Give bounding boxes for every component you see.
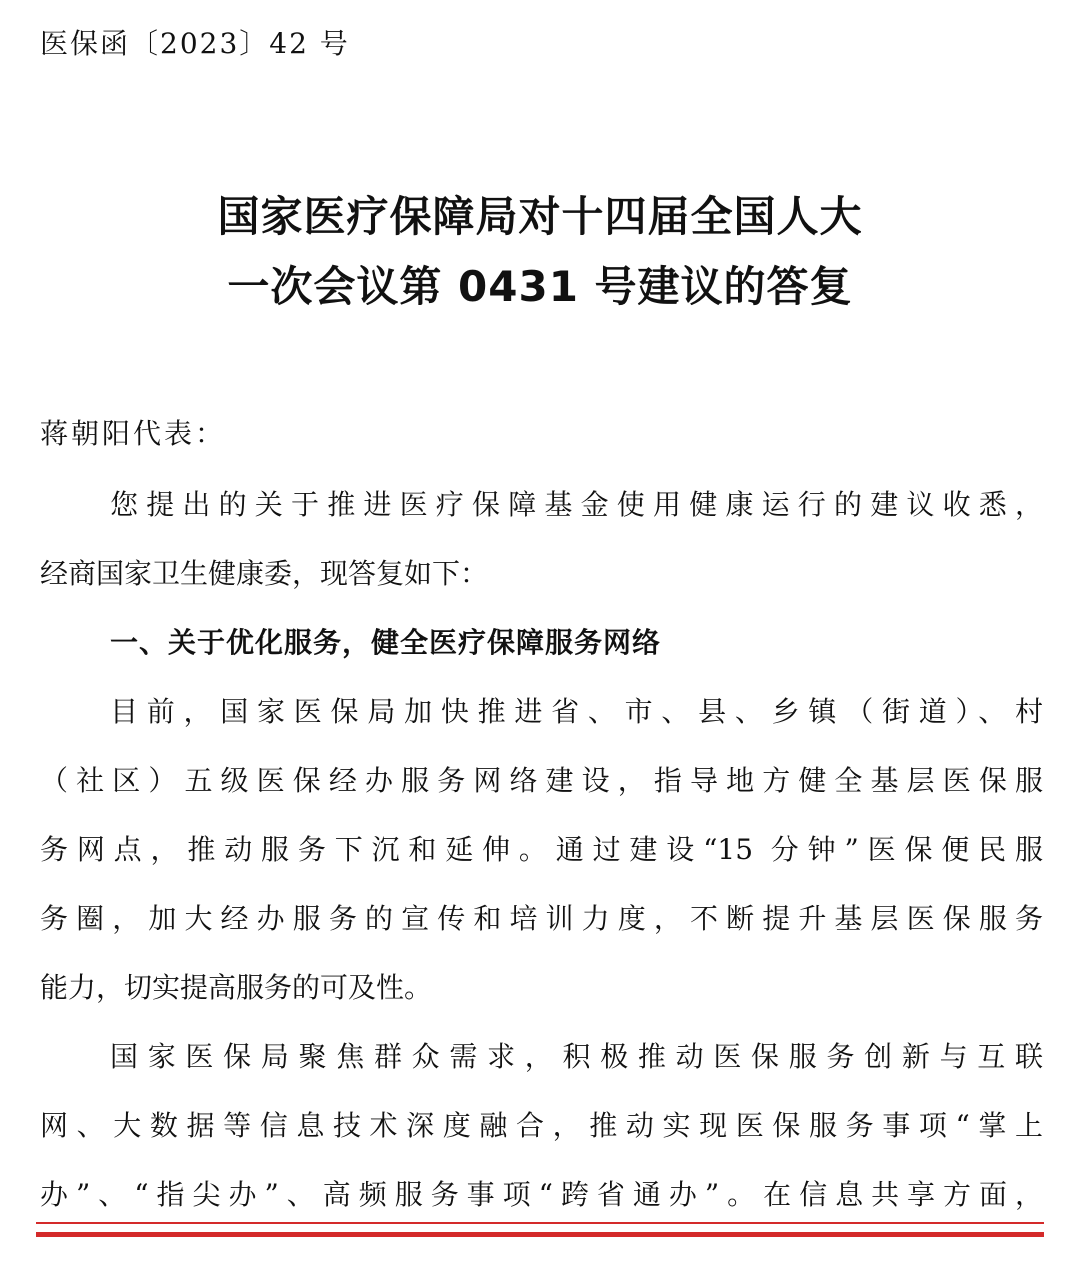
paragraph-line: 目前，国家医保局加快推进省、市、县、乡镇（街道）、村 bbox=[110, 695, 1043, 728]
title-line-2: 一次会议第 0431 号建议的答复 bbox=[227, 262, 853, 311]
red-divider-thin bbox=[36, 1222, 1044, 1224]
paragraph-line: 办”、“指尖办”、高频服务事项“跨省通办”。在信息共享方面， bbox=[40, 1178, 1043, 1211]
paragraph-line: 务网点，推动服务下沉和延伸。通过建设“15 分钟”医保便民服 bbox=[40, 833, 1043, 866]
paragraph-line: 网、大数据等信息技术深度融合，推动实现医保服务事项“掌上 bbox=[40, 1109, 1043, 1142]
document-body bbox=[40, 470, 1043, 1229]
paragraph-line: 国家医保局聚焦群众需求，积极推动医保服务创新与互联 bbox=[110, 1040, 1043, 1073]
paragraph-line: （社区）五级医保经办服务网络建设，指导地方健全基层医保服 bbox=[40, 764, 1043, 797]
section-heading: 一、关于优化服务，健全医疗保障服务网络 bbox=[110, 626, 662, 659]
red-divider-thick bbox=[36, 1232, 1044, 1237]
title-line-1: 国家医疗保障局对十四届全国人大 bbox=[217, 192, 863, 241]
intro-line: 经商国家卫生健康委，现答复如下： bbox=[40, 557, 489, 590]
paragraph-line: 务圈，加大经办服务的宣传和培训力度，不断提升基层医保服务 bbox=[40, 902, 1043, 935]
paragraph-line: 能力，切实提高服务的可及性。 bbox=[40, 971, 433, 1004]
document-title bbox=[0, 182, 1080, 322]
document-number: 医保函〔2023〕42 号 bbox=[40, 27, 350, 60]
salutation: 蒋朝阳代表： bbox=[40, 417, 227, 450]
intro-line: 您提出的关于推进医疗保障基金使用健康运行的建议收悉， bbox=[110, 488, 1043, 521]
